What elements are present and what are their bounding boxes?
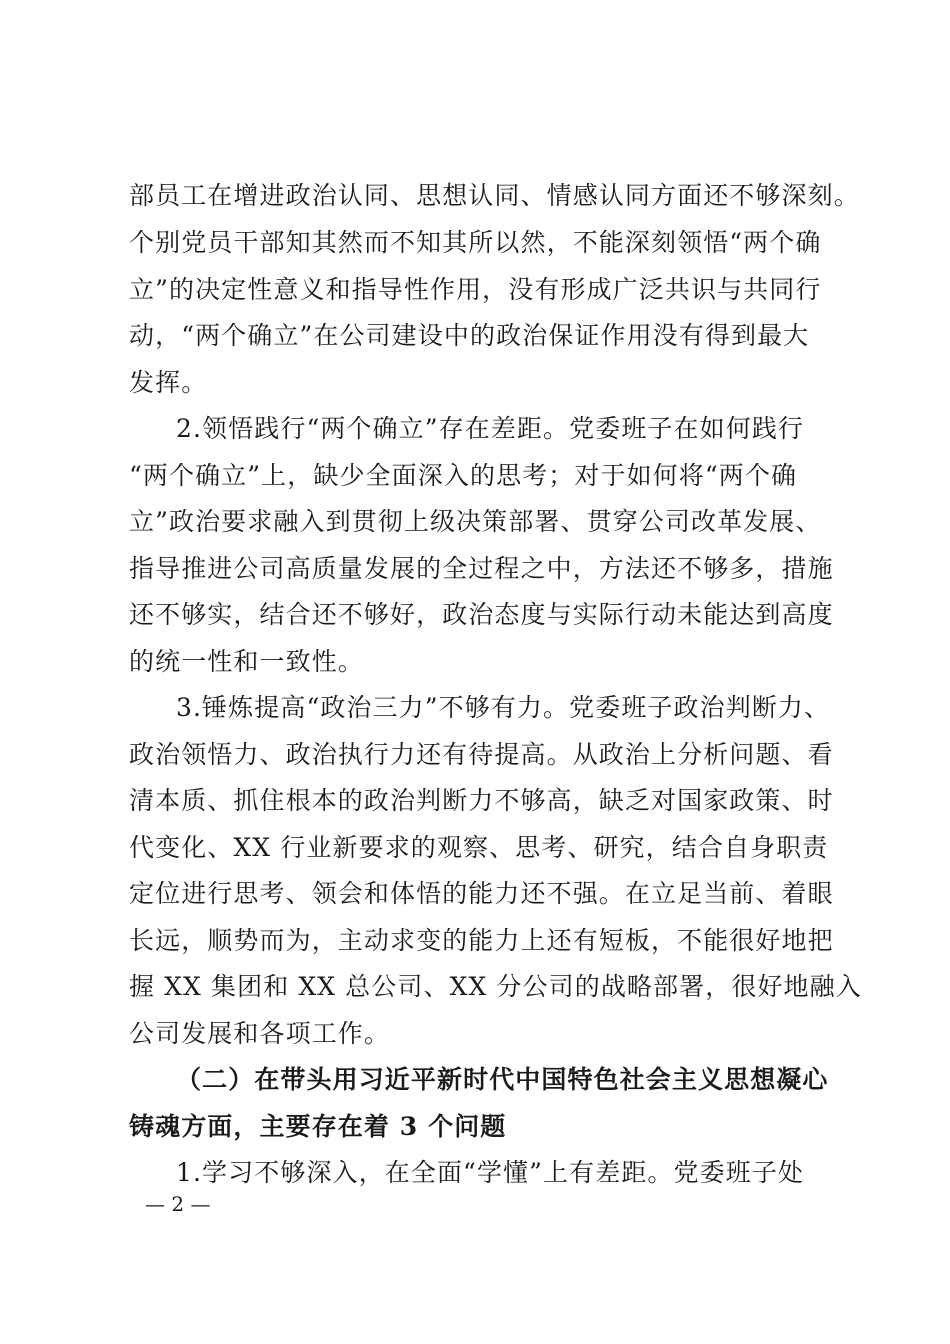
body-text-line: 个别党员干部知其然而不知其所以然，不能深刻领悟“两个确: [129, 228, 822, 257]
body-text-line: “两个确立”上，缺少全面深入的思考；对于如何将“两个确: [129, 461, 798, 490]
body-text-line: 指导推进公司高质量发展的全过程之中，方法还不够多，措施: [129, 554, 834, 583]
body-text-line: 立”政治要求融入到贯彻上级决策部署、贯穿公司改革发展、: [129, 507, 822, 536]
paragraph-3-heading-line: 3.锤炼提高“政治三力”不够有力。党委班子政治判断力、: [176, 693, 831, 722]
body-text-line: 发挥。: [129, 368, 208, 397]
body-text-line: 动，“两个确立”在公司建设中的政治保证作用没有得到最大: [129, 321, 810, 350]
body-text-line: 的统一性和一致性。: [129, 647, 364, 676]
body-text-line: 长远，顺势而为，主动求变的能力上还有短板，不能很好地把: [129, 926, 834, 955]
paragraph-1-heading-line: 1.学习不够深入，在全面“学懂”上有差距。党委班子处: [176, 1158, 805, 1187]
body-text-line: 立”的决定性意义和指导性作用，没有形成广泛共识与共同行: [129, 275, 822, 304]
body-text-line: 代变化、XX 行业新要求的观察、思考、研究，结合自身职责: [129, 833, 829, 862]
page-number: — 2 —: [145, 1192, 211, 1216]
body-text-line: 政治领悟力、政治执行力还有待提高。从政治上分析问题、看: [129, 740, 834, 769]
body-text-line: 清本质、抓住根本的政治判断力不够高，缺乏对国家政策、时: [129, 786, 834, 815]
body-text-line: 定位进行思考、领会和体悟的能力还不强。在立足当前、着眼: [129, 879, 834, 908]
section-heading-line: 铸魂方面，主要存在着 3 个问题: [129, 1112, 507, 1141]
body-text-line: 握 XX 集团和 XX 总公司、XX 分公司的战略部署，很好地融入: [129, 972, 862, 1001]
paragraph-2-heading-line: 2.领悟践行“两个确立”存在差距。党委班子在如何践行: [176, 414, 805, 443]
body-text-line: 还不够实，结合还不够好，政治态度与实际行动未能达到高度: [129, 600, 834, 629]
section-heading-line: （二）在带头用习近平新时代中国特色社会主义思想凝心: [176, 1065, 829, 1094]
body-text-line: 公司发展和各项工作。: [129, 1019, 391, 1048]
body-text-line: 部员工在增进政治认同、思想认同、情感认同方面还不够深刻。: [129, 181, 860, 210]
